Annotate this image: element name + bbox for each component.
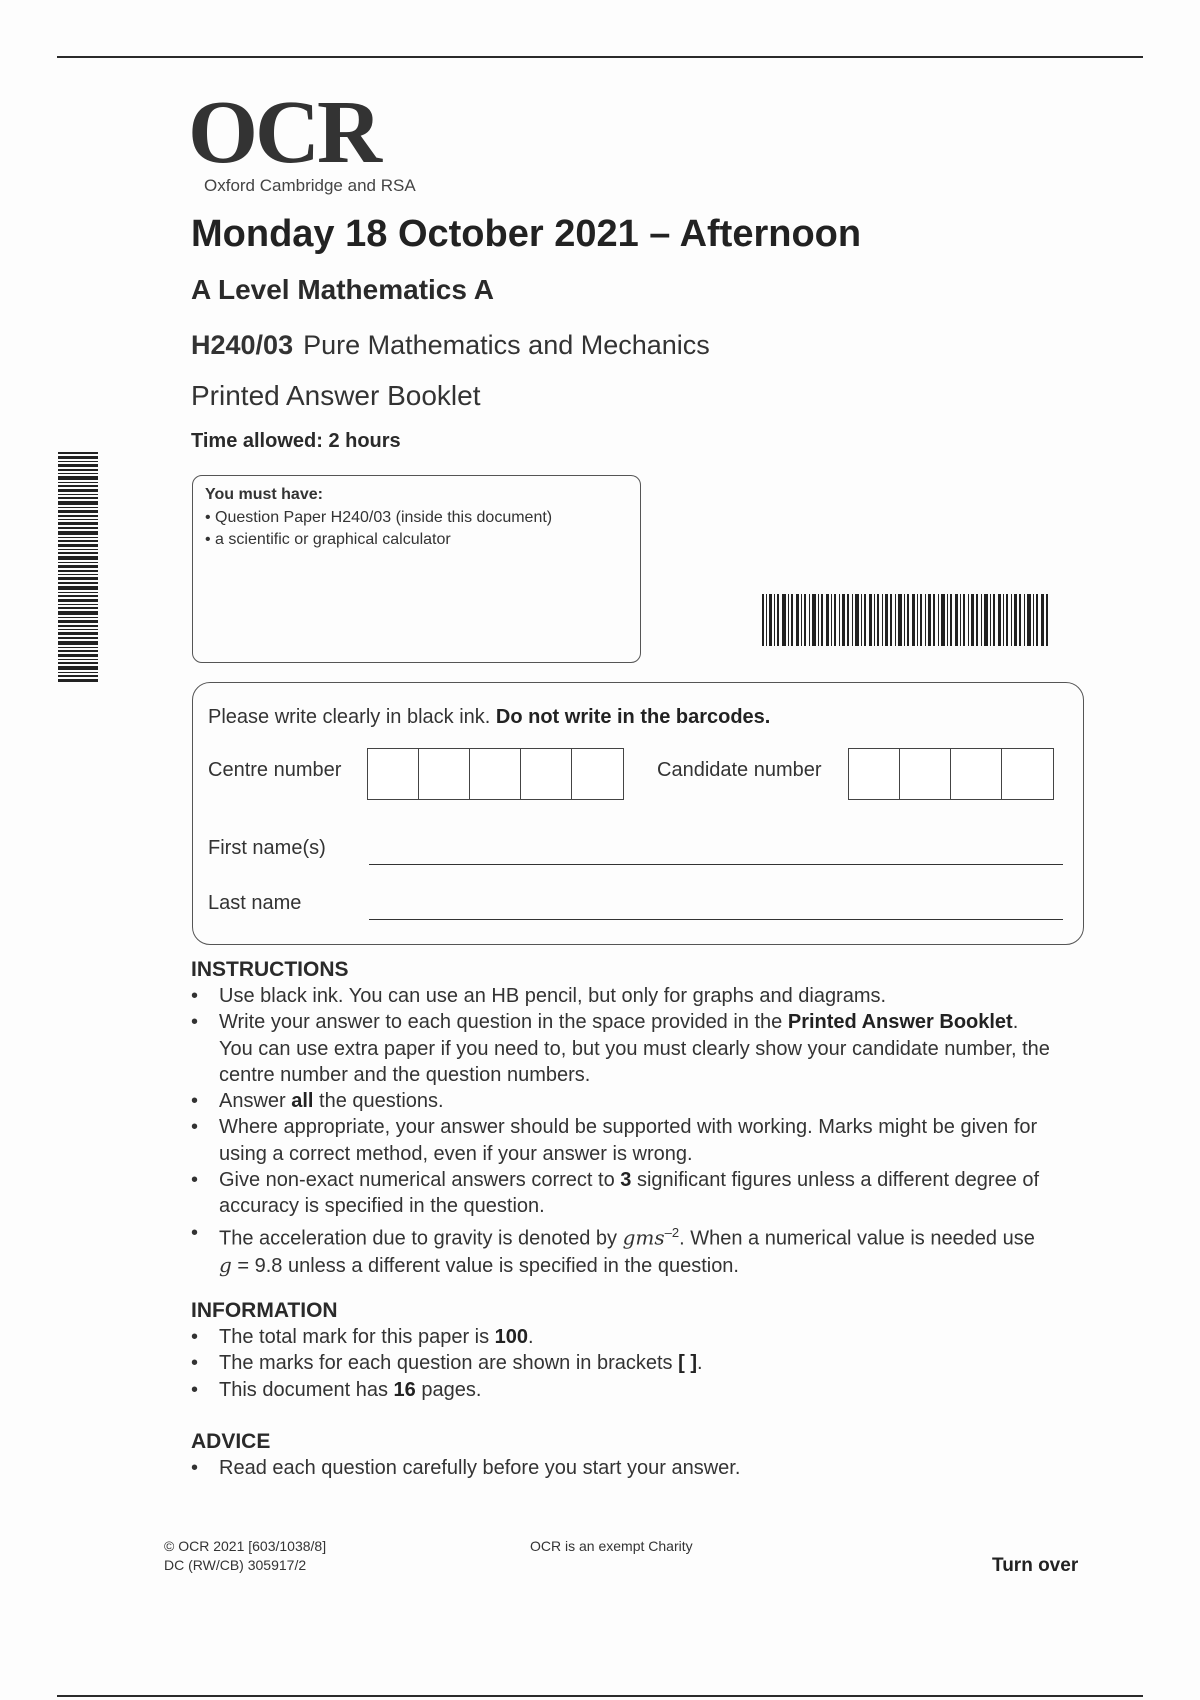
ocr-logo: OCR <box>188 83 379 182</box>
candidate-number-label: Candidate number <box>657 759 822 781</box>
advice-list <box>191 1455 1051 1481</box>
centre-digit-box[interactable] <box>469 748 522 800</box>
candidate-digit-box[interactable] <box>899 748 952 800</box>
dc-reference: DC (RW/CB) 305917/2 <box>164 1557 307 1573</box>
time-allowed: Time allowed: 2 hours <box>191 430 401 452</box>
instruction-item: • The acceleration due to gravity is denoted by gms$^{-2}$. When a numerical value is needed use g = 9.8 unless a different value is specified in the question. <box>191 1220 1051 1279</box>
requirements-heading: You must have: <box>205 486 323 503</box>
centre-digit-box[interactable] <box>520 748 573 800</box>
ocr-logo-subtitle: Oxford Cambridge and RSA <box>204 176 416 195</box>
candidate-digit-box[interactable] <box>950 748 1003 800</box>
instruction-item: • Answer all the questions. <box>191 1088 1051 1114</box>
candidate-digit-box[interactable] <box>848 748 901 800</box>
paper-code: H240/03 <box>191 330 294 360</box>
information-list <box>191 1324 1051 1403</box>
requirement-item: • a scientific or graphical calculator <box>205 531 451 548</box>
requirements-box <box>192 475 641 663</box>
candidate-digit-box[interactable] <box>1001 748 1054 800</box>
ink-notice: Please write clearly in black ink. Do not write in the barcodes. <box>208 706 771 728</box>
centre-number-label: Centre number <box>208 759 342 781</box>
instructions-list <box>191 983 1051 1279</box>
footer-left <box>164 1537 326 1575</box>
requirement-item: • Question Paper H240/03 (inside this document) <box>205 509 553 526</box>
instruction-item: • Use black ink. You can use an HB pencil, but only for graphs and diagrams. <box>191 983 1051 1009</box>
candidate-number-boxes <box>848 748 1054 800</box>
vertical-barcode <box>58 452 98 682</box>
centre-digit-box[interactable] <box>367 748 420 800</box>
centre-number-boxes <box>367 748 624 800</box>
charity-text: OCR is an exempt Charity <box>530 1538 693 1554</box>
paper-title: Pure Mathematics and Mechanics <box>303 330 710 360</box>
instruction-item: • Give non-exact numerical answers correct to 3 significant figures unless a different degree of accuracy is specified in the question. <box>191 1167 1051 1220</box>
instruction-item: • Where appropriate, your answer should be supported with working. Marks might be given for using a correct method, even if your answer is wrong. <box>191 1114 1051 1167</box>
last-name-label: Last name <box>208 892 302 914</box>
instruction-item: • Write your answer to each question in the space provided in the Printed Answer Booklet. You can use extra paper if you need to, but you must clearly show your candidate number, the centre number and the question numbers. <box>191 1009 1051 1088</box>
qualification-title: A Level Mathematics A <box>191 274 494 305</box>
information-heading: INFORMATION <box>191 1299 338 1322</box>
exam-date-title: Monday 18 October 2021 – Afternoon <box>191 213 862 255</box>
advice-item: • Read each question carefully before you start your answer. <box>191 1455 1051 1481</box>
bottom-rule <box>57 1695 1143 1697</box>
information-item: • The total mark for this paper is 100. <box>191 1324 1051 1350</box>
first-name-field[interactable] <box>369 864 1063 865</box>
information-item: • This document has 16 pages. <box>191 1377 1051 1403</box>
copyright-text: © OCR 2021 [603/1038/8] <box>164 1538 327 1554</box>
last-name-field[interactable] <box>369 919 1063 920</box>
centre-digit-box[interactable] <box>418 748 471 800</box>
information-item: • The marks for each question are shown in brackets [ ]. <box>191 1350 1051 1376</box>
paper-code-line <box>191 330 710 361</box>
first-name-label: First name(s) <box>208 837 326 859</box>
advice-heading: ADVICE <box>191 1430 271 1453</box>
top-rule <box>57 56 1143 58</box>
centre-digit-box[interactable] <box>571 748 624 800</box>
horizontal-barcode <box>762 594 1048 656</box>
booklet-title: Printed Answer Booklet <box>191 380 481 411</box>
turn-over-text: Turn over <box>992 1555 1079 1576</box>
instructions-heading: INSTRUCTIONS <box>191 958 349 981</box>
